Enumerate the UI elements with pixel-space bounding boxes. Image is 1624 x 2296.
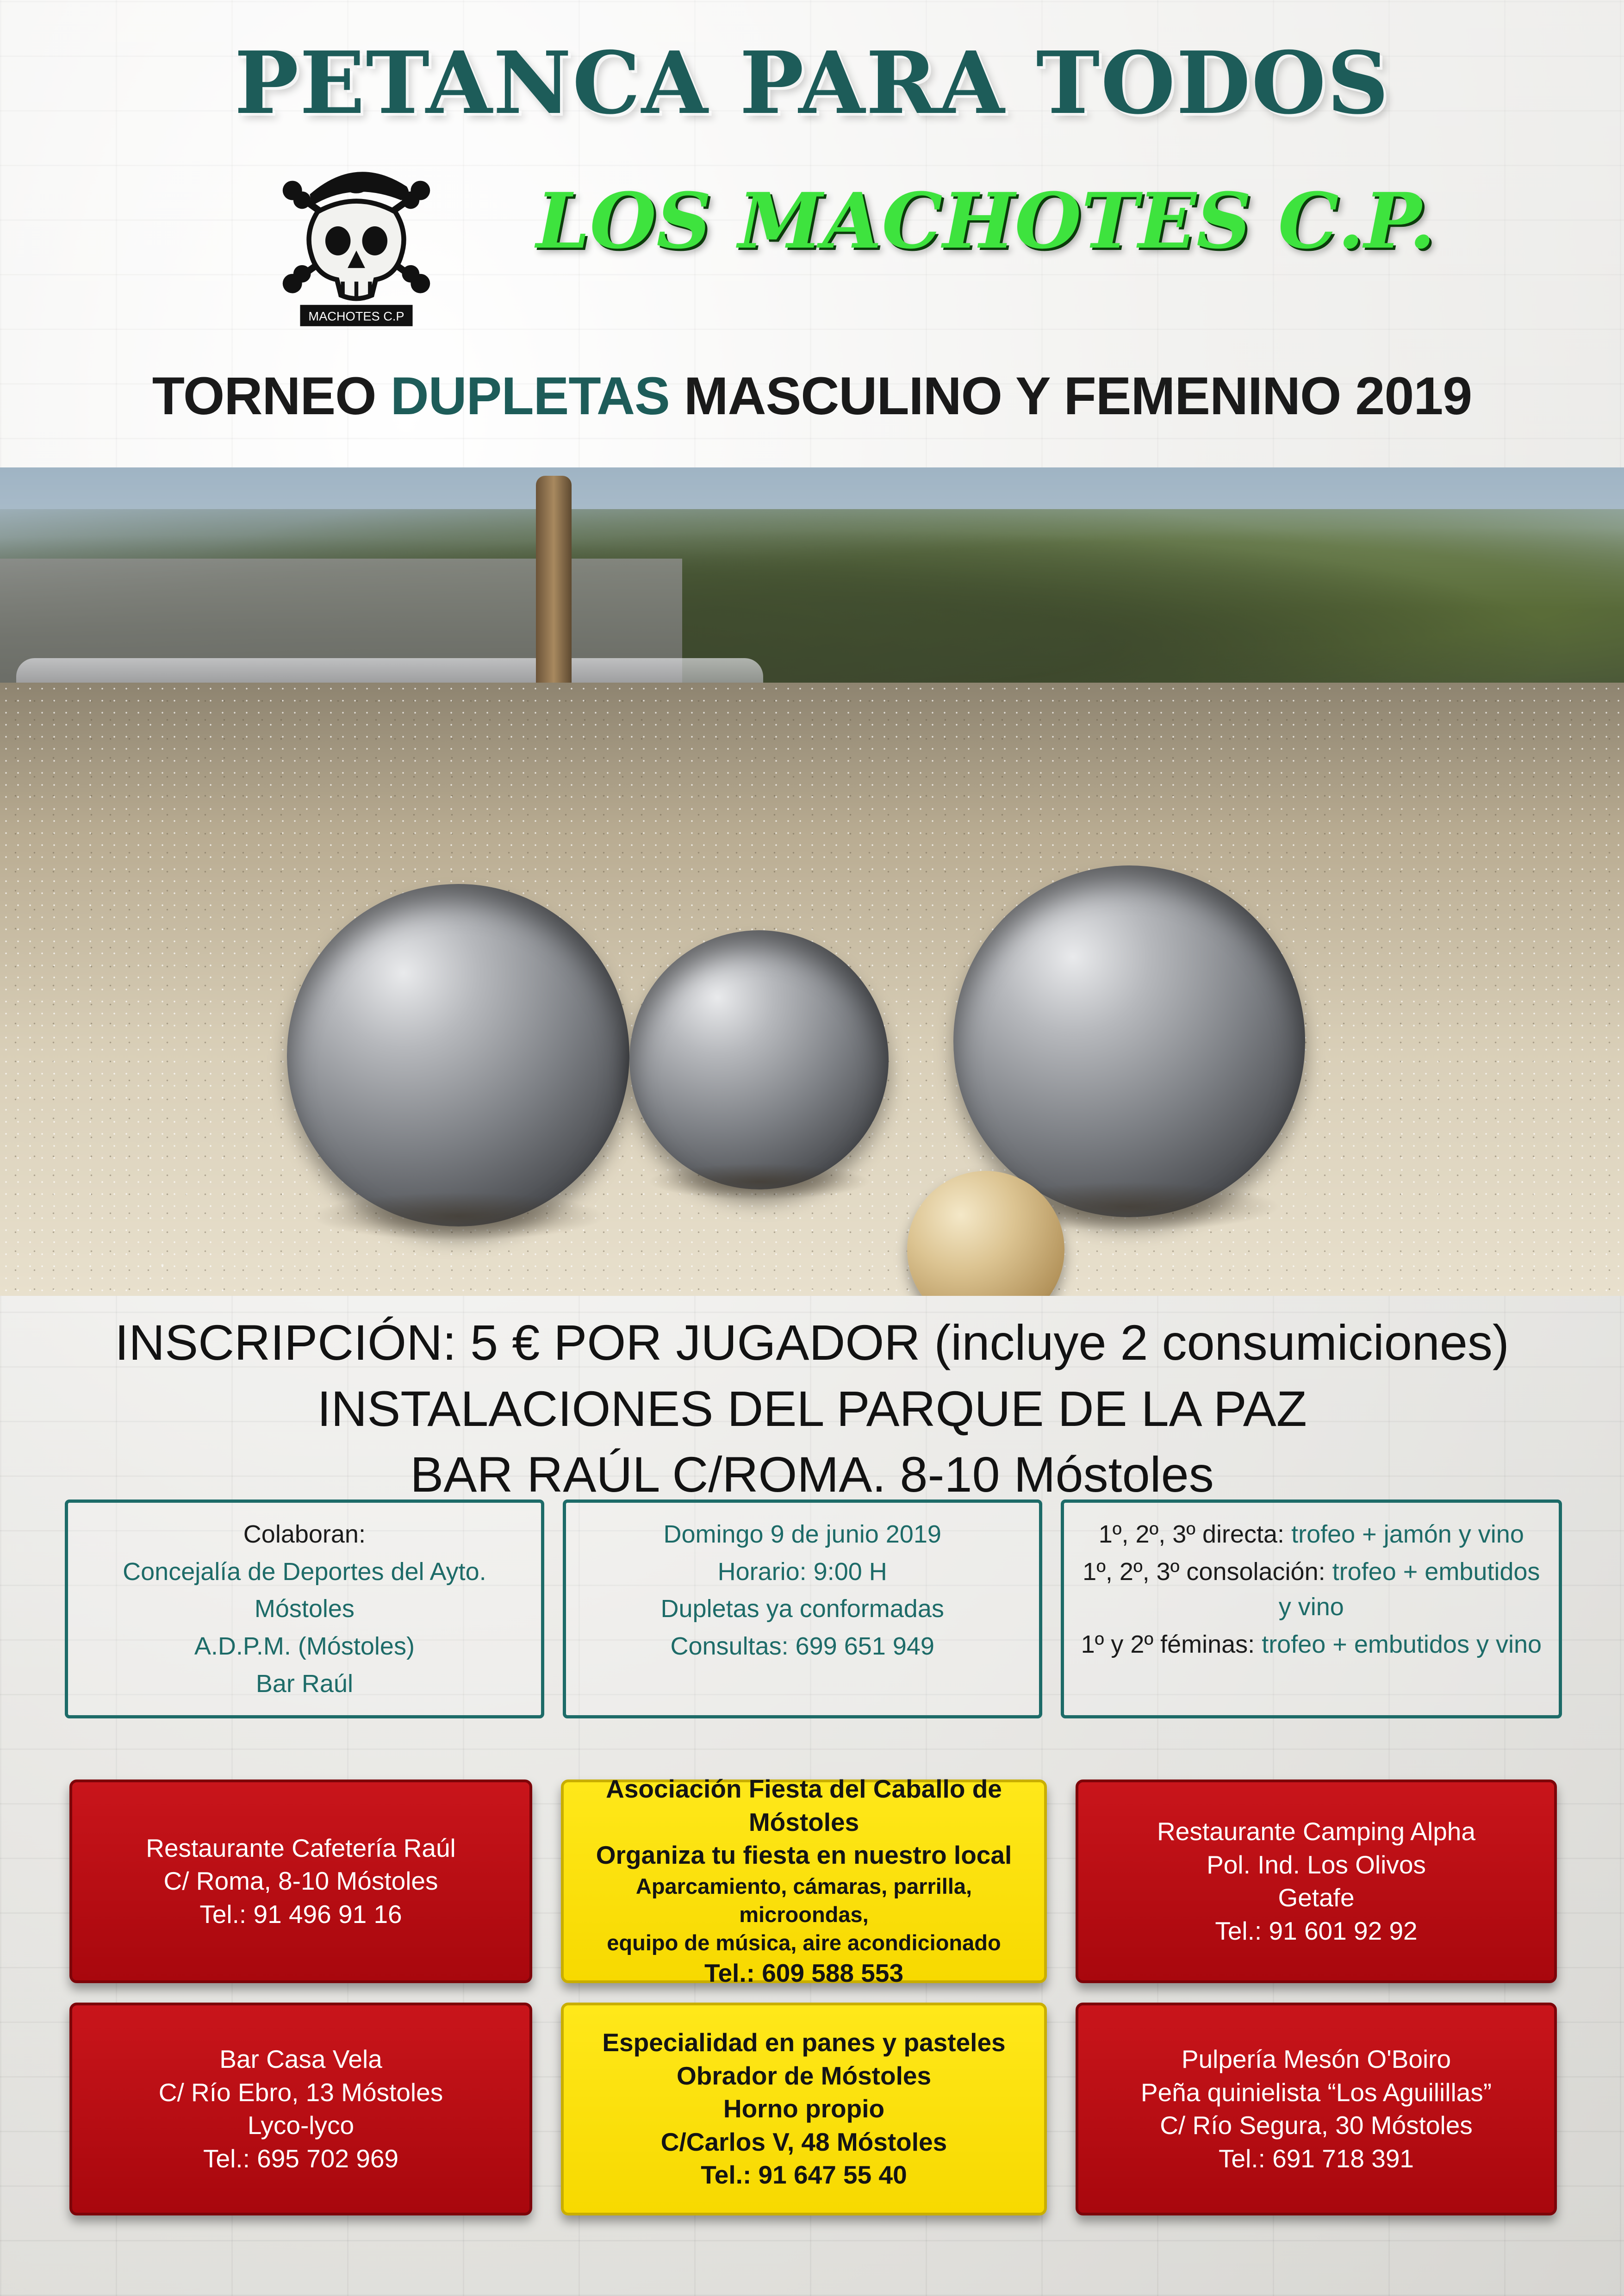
sponsor-phone: Tel.: 691 718 391 [1218,2144,1414,2173]
prize-row [1078,1627,1545,1662]
sponsor-line: Especialidad en panes y pasteles [602,2028,1006,2057]
collaborators-heading: Colaboran: [243,1520,366,1548]
event-info [0,1310,1624,1508]
schedule-time: Horario: 9:00 H [717,1557,887,1586]
info-line-registration: INSCRIPCIÓN: 5 € POR JUGADOR (incluye 2 consumiciones) [115,1314,1509,1370]
sponsor-card [561,2003,1047,2215]
petanque-photo [0,467,1624,1296]
poster-header [0,0,1624,467]
prize-value: trofeo + jamón y vino [1291,1520,1524,1548]
sponsor-line: Lyco-lyco [247,2111,355,2140]
sponsor-line: Restaurante Cafetería Raúl [146,1833,456,1862]
schedule-contact: Consultas: 699 651 949 [670,1632,934,1661]
subtitle-highlight: DUPLETAS [390,367,670,426]
boule-right [953,865,1305,1217]
sponsor-line: C/ Río Ebro, 13 Móstoles [158,2078,443,2107]
sponsor-line: C/ Río Segura, 30 Móstoles [1160,2111,1473,2140]
sponsor-line: Bar Casa Vela [219,2045,382,2073]
sponsor-line: C/Carlos V, 48 Móstoles [660,2127,947,2156]
sponsor-line: Horno propio [723,2094,885,2123]
details-boxes [65,1500,1562,1718]
boule-center [629,930,889,1189]
sponsor-line: Obrador de Móstoles [676,2061,932,2090]
sponsor-phone: Tel.: 609 588 553 [704,1959,904,1988]
sponsor-line: Aparcamiento, cámaras, parrilla, microondas, [635,1873,972,1927]
photo-tree-trunk [536,476,572,699]
sponsor-phone: Tel.: 91 601 92 92 [1215,1916,1418,1945]
sponsor-phone: Tel.: 91 647 55 40 [701,2160,907,2190]
event-subtitle [0,366,1624,427]
sponsor-line: C/ Roma, 8-10 Móstoles [163,1867,438,1896]
sponsor-line: Pulpería Mesón O'Boiro [1181,2045,1451,2073]
schedule-date: Domingo 9 de junio 2019 [663,1520,941,1548]
sponsor-line: Organiza tu fiesta en nuestro local [596,1841,1012,1870]
prize-row [1078,1517,1545,1552]
prize-label: 1º y 2º féminas: [1081,1630,1255,1659]
collaborator-item: A.D.P.M. (Móstoles) [194,1632,415,1661]
sponsor-line: equipo de música, aire acondicionado [607,1930,1001,1955]
club-name: LOS MACHOTES C.P. [536,176,1436,266]
info-line-venue: INSTALACIONES DEL PARQUE DE LA PAZ [317,1380,1307,1437]
sponsor-card [1076,1780,1557,1983]
boule-left [287,884,629,1226]
prize-value: trofeo + embutidos y vino [1278,1557,1540,1621]
sponsor-card [69,1780,532,1983]
sponsor-card [69,2003,532,2215]
prize-label: 1º, 2º, 3º consolación: [1083,1557,1325,1586]
schedule-format: Dupletas ya conformadas [660,1595,944,1623]
prize-label: 1º, 2º, 3º directa: [1098,1520,1285,1548]
logo-banner-text: MACHOTES C.P [308,309,404,324]
sponsor-line: Restaurante Camping Alpha [1157,1817,1475,1846]
prize-value: trofeo + embutidos y vino [1262,1630,1542,1659]
collaborator-item: Concejalía de Deportes del Ayto. [123,1557,486,1586]
sponsor-card [561,1774,1047,1988]
sponsor-line: Peña quinielista “Los Aguilillas” [1140,2078,1492,2107]
schedule-box [563,1500,1042,1718]
subtitle-post: MASCULINO Y FEMENINO 2019 [669,367,1472,426]
prize-row [1078,1554,1545,1625]
sponsor-phone: Tel.: 695 702 969 [203,2144,398,2173]
club-logo-skull-icon [259,134,454,338]
collaborator-item: Móstoles [254,1595,355,1623]
sponsor-line: Getafe [1278,1883,1355,1912]
sponsor-phone: Tel.: 91 496 91 16 [199,1899,402,1929]
sponsor-card [1076,2003,1557,2215]
subtitle-pre: TORNEO [152,367,391,426]
sponsor-line: Pol. Ind. Los Olivos [1207,1850,1426,1879]
collaborator-item: Bar Raúl [255,1669,353,1698]
sponsor-line: Asociación Fiesta del Caballo de Móstoles [606,1774,1002,1836]
prizes-box [1061,1500,1562,1718]
sponsor-grid [69,1774,1557,2215]
info-line-address: BAR RAÚL C/ROMA. 8-10 Móstoles [410,1446,1214,1503]
page-title: PETANCA PARA TODOS [234,32,1390,133]
collaborators-box [65,1500,544,1718]
